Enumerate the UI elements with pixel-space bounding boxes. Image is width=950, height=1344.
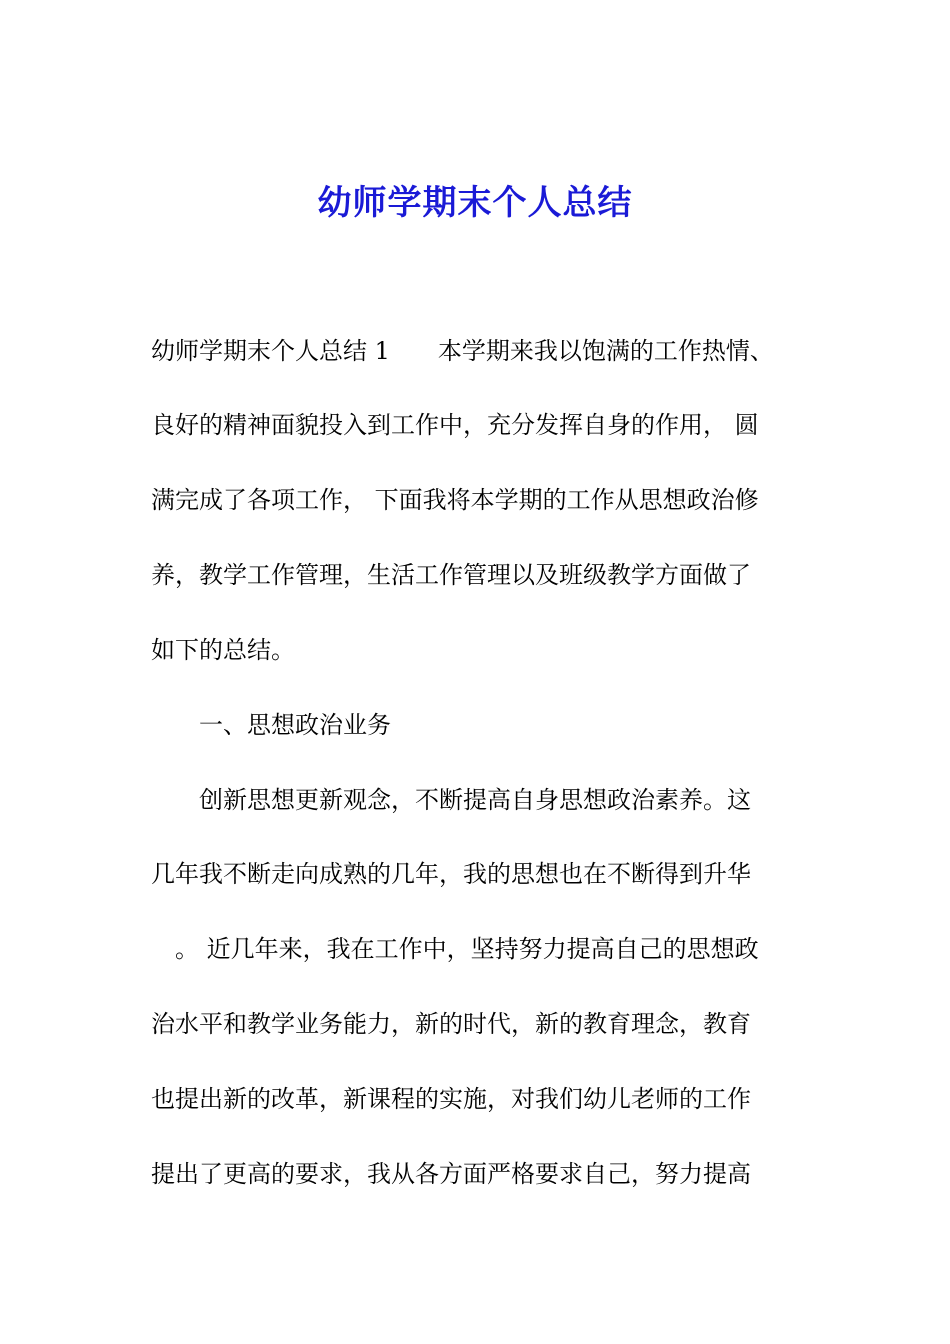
paragraph-line-3: 满完成了各项工作， 下面我将本学期的工作从思想政治修 xyxy=(151,486,759,514)
paragraph-line-10: 治水平和教学业务能力，新的时代，新的教育理念，教育 xyxy=(151,1010,751,1038)
paragraph-line-5: 如下的总结。 xyxy=(151,636,295,664)
document-title: 幼师学期末个人总结 xyxy=(317,183,633,223)
paragraph-line-4: 养，教学工作管理，生活工作管理以及班级教学方面做了 xyxy=(151,561,751,589)
paragraph-line-7: 创新思想更新观念，不断提高自身思想政治素养。这 xyxy=(151,786,751,814)
paragraph-line-9: 。 近几年来，我在工作中，坚持努力提高自己的思想政 xyxy=(151,935,759,963)
paragraph-line-8: 几年我不断走向成熟的几年，我的思想也在不断得到升华 xyxy=(151,860,751,888)
section-heading: 一、思想政治业务 xyxy=(151,711,391,739)
paragraph-line-12: 提出了更高的要求，我从各方面严格要求自己，努力提高 xyxy=(151,1160,751,1188)
paragraph-line-2: 良好的精神面貌投入到工作中，充分发挥自身的作用， 圆 xyxy=(151,411,759,439)
paragraph-line-11: 也提出新的改革，新课程的实施，对我们幼儿老师的工作 xyxy=(151,1085,751,1113)
paragraph-line-1: 幼师学期末个人总结 1 本学期来我以饱满的工作热情、 xyxy=(151,337,774,365)
